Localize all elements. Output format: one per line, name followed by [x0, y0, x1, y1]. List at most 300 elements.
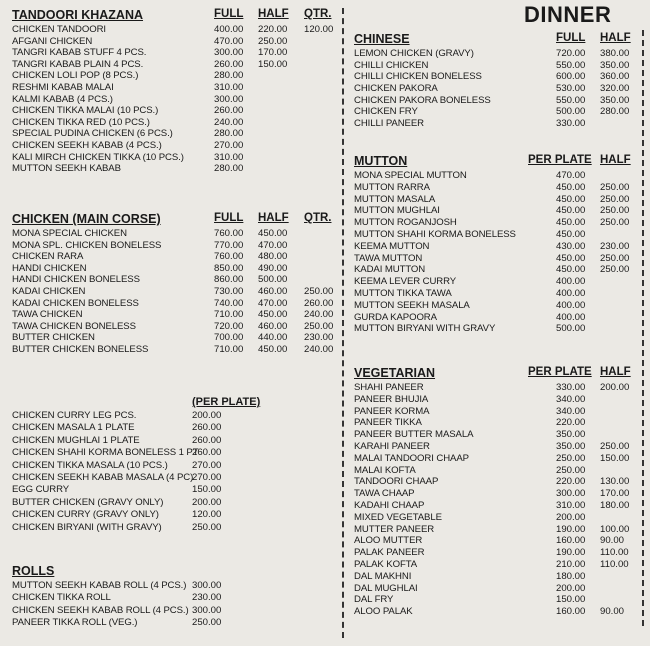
- item-name: ALOO MUTTER: [354, 535, 423, 547]
- item-name: BUTTER CHICKEN: [12, 332, 95, 344]
- menu-item-row: [354, 476, 642, 488]
- col-header-half: HALF: [600, 154, 631, 166]
- item-price: 150.00: [192, 484, 222, 496]
- item-name: CHICKEN BIRYANI (WITH GRAVY): [12, 521, 162, 533]
- item-price: 120.00: [192, 509, 222, 521]
- item-price: 280.00: [600, 106, 630, 118]
- item-price: 450.00: [556, 228, 586, 240]
- item-name: CHICKEN TANDOORI: [12, 24, 106, 35]
- item-price: 450.00: [556, 252, 586, 264]
- item-list: [12, 24, 334, 175]
- item-price: 250.00: [600, 264, 630, 276]
- item-name: CHICKEN FRY: [354, 106, 418, 118]
- item-name: CHICKEN CURRY (GRAVY ONLY): [12, 509, 159, 521]
- item-price: 310.00: [214, 81, 244, 93]
- menu-item-row: [354, 394, 642, 406]
- col-header-qtr: QTR.: [304, 212, 332, 224]
- section-chicken-main-course: [12, 210, 334, 356]
- item-price: 150.00: [556, 594, 586, 606]
- item-name: RESHMI KABAB MALAI: [12, 81, 114, 93]
- item-price: 100.00: [600, 523, 630, 535]
- item-name: KADAI MUTTON: [354, 264, 426, 276]
- item-price: 460.00: [258, 320, 288, 332]
- col-header-per-plate: PER PLATE: [528, 366, 592, 378]
- item-name: AFGANI CHICKEN: [12, 35, 93, 47]
- item-name: LEMON CHICKEN (GRAVY): [354, 48, 474, 59]
- item-price: 200.00: [556, 511, 586, 523]
- col-header-qtr: QTR.: [304, 8, 332, 20]
- item-price: 400.00: [556, 311, 586, 323]
- item-price: 120.00: [304, 24, 334, 35]
- menu-item-row: [354, 382, 642, 394]
- item-name: MUTTER PANEER: [354, 523, 435, 535]
- item-name: BUTTER CHICKEN BONELESS: [12, 343, 149, 355]
- menu-item-row: [354, 276, 642, 288]
- item-name: ALOO PALAK: [354, 606, 413, 618]
- item-price: 280.00: [214, 163, 244, 175]
- col-header-half: HALF: [258, 212, 289, 224]
- section-title: TANDOORI KHAZANA: [12, 8, 144, 22]
- menu-item-row: [12, 82, 334, 94]
- menu-item-row: [12, 36, 334, 48]
- item-list: [12, 410, 334, 534]
- item-price: 250.00: [600, 193, 630, 205]
- item-name: TAWA CHICKEN BONELESS: [12, 320, 136, 332]
- menu-item-row: [354, 312, 642, 324]
- item-price: 250.00: [556, 452, 586, 464]
- menu-item-row: [354, 170, 642, 182]
- item-price: 170.00: [258, 47, 288, 59]
- menu-item-row: [354, 417, 642, 429]
- section-title: CHICKEN (MAIN CORSE): [12, 212, 161, 226]
- item-price: 280.00: [214, 70, 244, 82]
- item-price: 310.00: [556, 499, 586, 511]
- item-price: 270.00: [214, 139, 244, 151]
- item-price: 160.00: [556, 535, 586, 547]
- menu-item-row: [354, 241, 642, 253]
- item-price: 340.00: [556, 393, 586, 405]
- menu-item-row: [354, 118, 642, 130]
- menu-item-row: [12, 617, 334, 629]
- menu-item-row: [354, 253, 642, 265]
- item-name: PANEER TIKKA: [354, 417, 422, 429]
- item-price: 250.00: [304, 320, 334, 332]
- menu-item-row: [12, 332, 334, 344]
- item-price: 720.00: [214, 320, 244, 332]
- item-name: EGG CURRY: [12, 484, 70, 496]
- menu-item-row: [12, 484, 334, 496]
- item-price: 150.00: [258, 58, 288, 70]
- item-price: 360.00: [600, 71, 630, 83]
- menu-item-row: [354, 441, 642, 453]
- menu-item-row: [354, 300, 642, 312]
- item-name: TAWA CHAAP: [354, 488, 415, 500]
- item-name: SHAHI PANEER: [354, 382, 424, 393]
- item-price: 470.00: [556, 170, 586, 181]
- menu-item-row: [12, 497, 334, 509]
- section-tandoori-khazana: [12, 6, 334, 175]
- item-price: 240.00: [304, 343, 334, 355]
- menu-item-row: [354, 48, 642, 60]
- item-price: 200.00: [556, 582, 586, 594]
- item-price: 250.00: [192, 617, 222, 629]
- item-name: KADAI CHICKEN BONELESS: [12, 297, 139, 309]
- item-name: MUTTON BIRYANI WITH GRAVY: [354, 323, 496, 335]
- item-name: PALAK PANEER: [354, 547, 425, 559]
- item-price: 550.00: [556, 59, 586, 71]
- menu-item-row: [12, 344, 334, 356]
- menu-item-row: [12, 509, 334, 521]
- item-name: BUTTER CHICKEN (GRAVY ONLY): [12, 496, 164, 508]
- menu-item-row: [354, 60, 642, 72]
- item-name: CHICKEN PAKORA: [354, 83, 438, 95]
- item-price: 250.00: [600, 181, 630, 193]
- item-price: 730.00: [214, 285, 244, 297]
- item-name: CHILLI CHICKEN BONELESS: [354, 71, 482, 83]
- item-price: 330.00: [556, 382, 586, 393]
- item-name: MONA SPECIAL CHICKEN: [12, 228, 127, 239]
- item-price: 90.00: [600, 606, 625, 618]
- menu-item-row: [12, 240, 334, 252]
- item-name: MIXED VEGETABLE: [354, 511, 442, 523]
- item-price: 710.00: [214, 309, 244, 321]
- section-title: ROLLS: [12, 564, 55, 578]
- item-price: 500.00: [258, 274, 288, 286]
- item-price: 470.00: [214, 35, 244, 47]
- item-name: CHILLI CHICKEN: [354, 59, 429, 71]
- menu-item-row: [12, 580, 334, 592]
- item-price: 270.00: [192, 471, 222, 483]
- item-name: MONA SPL. CHICKEN BONELESS: [12, 239, 162, 251]
- menu-item-row: [12, 140, 334, 152]
- item-name: KADAI CHICKEN: [12, 285, 86, 297]
- menu-item-row: [12, 128, 334, 140]
- item-price: 250.00: [600, 252, 630, 264]
- menu-item-row: [12, 522, 334, 534]
- menu-item-row: [12, 117, 334, 129]
- menu-item-row: [12, 460, 334, 472]
- item-price: 200.00: [192, 410, 222, 421]
- item-name: MONA SPECIAL MUTTON: [354, 170, 467, 181]
- menu-item-row: [354, 488, 642, 500]
- item-price: 260.00: [214, 105, 244, 117]
- item-name: TAWA CHICKEN: [12, 309, 83, 321]
- item-name: CHILLI PANEER: [354, 118, 424, 130]
- item-price: 400.00: [556, 299, 586, 311]
- menu-item-row: [354, 594, 642, 606]
- item-list: [12, 228, 334, 356]
- item-price: 600.00: [556, 71, 586, 83]
- item-name: TANGRI KABAB STUFF 4 PCS.: [12, 47, 147, 59]
- menu-item-row: [12, 447, 334, 459]
- item-price: 450.00: [556, 217, 586, 229]
- item-price: 220.00: [556, 476, 586, 488]
- menu-item-row: [354, 217, 642, 229]
- item-price: 300.00: [214, 47, 244, 59]
- item-price: 500.00: [556, 323, 586, 335]
- menu-item-row: [12, 94, 334, 106]
- col-header-half: HALF: [600, 32, 631, 44]
- item-price: 450.00: [556, 264, 586, 276]
- item-name: CHICKEN SEEKH KABAB ROLL (4 PCS.): [12, 604, 189, 616]
- item-price: 260.00: [214, 58, 244, 70]
- item-price: 230.00: [600, 240, 630, 252]
- item-name: MUTTON SEEKH KABAB ROLL (4 PCS.): [12, 580, 187, 591]
- item-name: MALAI TANDOORI CHAAP: [354, 452, 469, 464]
- item-name: PANEER KORMA: [354, 405, 430, 417]
- item-name: CHICKEN MUGHLAI 1 PLATE: [12, 434, 140, 446]
- item-name: KADAHI CHAAP: [354, 499, 425, 511]
- menu-item-row: [12, 47, 334, 59]
- item-name: PANEER TIKKA ROLL (VEG.): [12, 617, 138, 629]
- section-mutton: [354, 152, 642, 335]
- item-list: [354, 382, 642, 618]
- menu-item-row: [354, 182, 642, 194]
- item-name: MUTTON RARRA: [354, 181, 430, 193]
- item-name: CHICKEN TIKKA RED (10 PCS.): [12, 116, 150, 128]
- col-header-full: FULL: [214, 212, 244, 224]
- item-name: CHICKEN TIKKA MALAI (10 PCS.): [12, 105, 159, 117]
- item-price: 400.00: [556, 276, 586, 288]
- item-name: CHICKEN LOLI POP (8 PCS.): [12, 70, 139, 82]
- menu-item-row: [12, 163, 334, 175]
- menu-item-row: [354, 406, 642, 418]
- item-name: GURDA KAPOORA: [354, 311, 437, 323]
- item-price: 350.00: [600, 59, 630, 71]
- menu-item-row: [354, 535, 642, 547]
- menu-item-row: [12, 228, 334, 240]
- item-price: 130.00: [600, 476, 630, 488]
- item-name: SPECIAL PUDINA CHICKEN (6 PCS.): [12, 128, 173, 140]
- item-name: CHICKEN MASALA 1 PLATE: [12, 422, 135, 434]
- item-price: 190.00: [556, 547, 586, 559]
- item-price: 260.00: [192, 434, 222, 446]
- item-list: [354, 48, 642, 130]
- item-name: CHICKEN PAKORA BONELESS: [354, 94, 491, 106]
- item-price: 90.00: [600, 535, 625, 547]
- item-price: 860.00: [214, 274, 244, 286]
- menu-item-row: [12, 286, 334, 298]
- menu-item-row: [354, 606, 642, 618]
- item-price: 340.00: [556, 405, 586, 417]
- section-vegetarian: [354, 364, 642, 618]
- item-price: 450.00: [258, 228, 288, 239]
- item-price: 430.00: [556, 240, 586, 252]
- item-price: 230.00: [304, 332, 334, 344]
- item-name: PANEER BHUJIA: [354, 393, 429, 405]
- item-price: 320.00: [600, 83, 630, 95]
- dinner-title: DINNER: [524, 2, 612, 27]
- item-price: 760.00: [214, 251, 244, 263]
- menu-item-row: [12, 410, 334, 422]
- item-price: 400.00: [556, 287, 586, 299]
- menu-item-row: [354, 194, 642, 206]
- menu-item-row: [12, 422, 334, 434]
- item-price: 530.00: [556, 83, 586, 95]
- item-price: 300.00: [556, 488, 586, 500]
- menu-item-row: [12, 59, 334, 71]
- menu-item-row: [354, 524, 642, 536]
- item-list: [354, 170, 642, 335]
- menu-item-row: [354, 547, 642, 559]
- item-price: 460.00: [258, 285, 288, 297]
- item-name: CHICKEN CURRY LEG PCS.: [12, 410, 137, 421]
- menu-item-row: [354, 583, 642, 595]
- item-price: 450.00: [556, 205, 586, 217]
- right-edge-divider: [642, 30, 644, 626]
- item-price: 220.00: [556, 417, 586, 429]
- menu-item-row: [12, 298, 334, 310]
- item-price: 450.00: [556, 181, 586, 193]
- item-price: 450.00: [556, 193, 586, 205]
- item-price: 350.00: [556, 440, 586, 452]
- item-price: 260.00: [304, 297, 334, 309]
- item-price: 470.00: [258, 297, 288, 309]
- item-price: 250.00: [600, 440, 630, 452]
- item-price: 380.00: [600, 48, 630, 59]
- item-name: KALI MIRCH CHICKEN TIKKA (10 PCS.): [12, 151, 184, 163]
- item-price: 700.00: [214, 332, 244, 344]
- item-price: 850.00: [214, 262, 244, 274]
- item-price: 250.00: [192, 521, 222, 533]
- item-price: 200.00: [192, 496, 222, 508]
- menu-item-row: [354, 323, 642, 335]
- item-name: CHICKEN TIKKA ROLL: [12, 592, 111, 604]
- item-price: 490.00: [258, 262, 288, 274]
- section-chinese: [354, 30, 642, 130]
- menu-item-row: [354, 429, 642, 441]
- item-name: DAL MAKHNI: [354, 570, 412, 582]
- col-header-full: FULL: [556, 32, 586, 44]
- section-title: VEGETARIAN: [354, 366, 436, 380]
- col-header-half: HALF: [600, 366, 631, 378]
- item-price: 240.00: [214, 116, 244, 128]
- item-price: 350.00: [600, 94, 630, 106]
- item-name: MUTTON MUGHLAI: [354, 205, 440, 217]
- item-price: 250.00: [600, 205, 630, 217]
- item-price: 760.00: [214, 228, 244, 239]
- menu-item-row: [354, 71, 642, 83]
- menu-item-row: [12, 321, 334, 333]
- menu-item-row: [12, 435, 334, 447]
- item-price: 110.00: [600, 547, 629, 559]
- item-name: DAL FRY: [354, 594, 394, 606]
- item-name: MUTTON SEEKH MASALA: [354, 299, 470, 311]
- item-name: MUTTON SEEKH KABAB: [12, 163, 121, 175]
- item-price: 260.00: [192, 447, 222, 459]
- item-price: 210.00: [556, 558, 586, 570]
- item-price: 330.00: [556, 118, 586, 130]
- menu-item-row: [354, 95, 642, 107]
- item-name: TAWA MUTTON: [354, 252, 423, 264]
- menu-item-row: [354, 571, 642, 583]
- section-rolls: [12, 562, 334, 630]
- menu-item-row: [12, 70, 334, 82]
- menu-item-row: [354, 500, 642, 512]
- menu-item-row: [354, 453, 642, 465]
- item-name: MUTTON TIKKA TAWA: [354, 287, 452, 299]
- item-name: TANDOORI CHAAP: [354, 476, 439, 488]
- item-price: 240.00: [304, 309, 334, 321]
- item-price: 150.00: [600, 452, 630, 464]
- item-price: 280.00: [214, 128, 244, 140]
- menu-item-row: [12, 152, 334, 164]
- menu-item-row: [12, 274, 334, 286]
- item-price: 180.00: [556, 570, 586, 582]
- item-price: 550.00: [556, 94, 586, 106]
- item-name: MUTTON SHAHI KORMA BONELESS: [354, 228, 516, 240]
- item-name: CHICKEN SEEKH KABAB MASALA (4 PC): [12, 471, 194, 483]
- item-name: PALAK KOFTA: [354, 558, 418, 570]
- item-price: 770.00: [214, 239, 244, 251]
- menu-item-row: [12, 263, 334, 275]
- menu-item-row: [354, 288, 642, 300]
- item-name: KEEMA MUTTON: [354, 240, 430, 252]
- item-price: 310.00: [214, 151, 244, 163]
- item-price: 720.00: [556, 48, 586, 59]
- item-price: 170.00: [600, 488, 630, 500]
- item-name: CHICKEN TIKKA MASALA (10 PCS.): [12, 459, 168, 471]
- menu-item-row: [354, 106, 642, 118]
- item-name: CHICKEN SHAHI KORMA BONELESS 1 PT: [12, 447, 199, 459]
- menu-item-row: [354, 229, 642, 241]
- section-title: MUTTON: [354, 154, 408, 168]
- item-price: 500.00: [556, 106, 586, 118]
- col-header-per-plate: PER PLATE: [528, 154, 592, 166]
- item-price: 480.00: [258, 251, 288, 263]
- item-name: KEEMA LEVER CURRY: [354, 276, 457, 288]
- item-price: 200.00: [600, 382, 630, 393]
- item-price: 710.00: [214, 343, 244, 355]
- menu-item-row: [12, 472, 334, 484]
- item-price: 450.00: [258, 343, 288, 355]
- col-header-full: FULL: [214, 8, 244, 20]
- item-name: MUTTON ROGANJOSH: [354, 217, 457, 229]
- item-price: 400.00: [214, 24, 244, 35]
- item-price: 250.00: [556, 464, 586, 476]
- item-price: 250.00: [258, 35, 288, 47]
- item-price: 250.00: [600, 217, 630, 229]
- item-name: KARAHI PANEER: [354, 440, 430, 452]
- menu-item-row: [354, 264, 642, 276]
- menu-item-row: [354, 205, 642, 217]
- section-per-plate: [12, 394, 334, 534]
- item-price: 230.00: [192, 592, 222, 604]
- item-price: 740.00: [214, 297, 244, 309]
- menu-item-row: [12, 24, 334, 36]
- per-plate-heading: (PER PLATE): [192, 396, 261, 408]
- item-list: [12, 580, 334, 630]
- item-price: 270.00: [192, 459, 222, 471]
- item-price: 160.00: [556, 606, 586, 618]
- item-price: 250.00: [304, 285, 334, 297]
- item-name: PANEER BUTTER MASALA: [354, 429, 474, 441]
- item-price: 260.00: [192, 422, 222, 434]
- item-price: 220.00: [258, 24, 288, 35]
- col-header-half: HALF: [258, 8, 289, 20]
- menu-item-row: [354, 512, 642, 524]
- item-price: 440.00: [258, 332, 288, 344]
- item-name: TANGRI KABAB PLAIN 4 PCS.: [12, 58, 144, 70]
- item-name: CHICKEN RARA: [12, 251, 84, 263]
- menu-item-row: [12, 105, 334, 117]
- item-price: 180.00: [600, 499, 630, 511]
- item-name: DAL MUGHLAI: [354, 582, 418, 594]
- item-price: 470.00: [258, 239, 288, 251]
- menu-item-row: [354, 465, 642, 477]
- menu-item-row: [354, 559, 642, 571]
- item-price: 110.00: [600, 558, 629, 570]
